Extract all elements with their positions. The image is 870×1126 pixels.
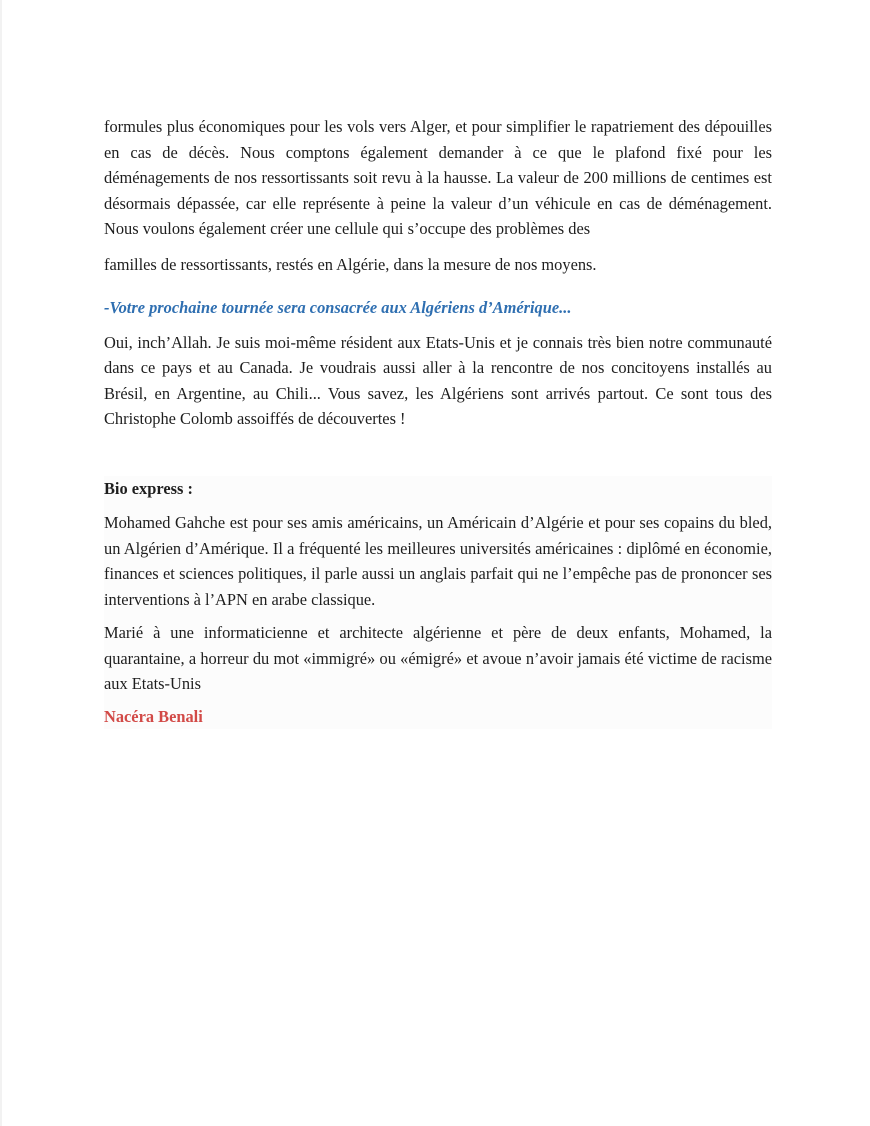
paragraph-1 <box>104 114 772 242</box>
bio-section <box>104 476 772 730</box>
bio-title: Bio express : <box>104 478 193 498</box>
bio-paragraph-2: Marié à une informaticienne et architecte algérienne et père de deux enfants, Mohamed, la quarantaine, a horreur du mot «immigré» ou «émigré» et avoue n’avoir jamais été victime de racisme aux Etats-Unis <box>104 623 772 693</box>
paragraph-1-line-2: dépouilles en cas de décès. Nous comptons également demander à ce que le plafond fixé pour les <box>104 117 772 162</box>
scan-edge <box>0 0 2 1126</box>
interview-answer: Oui, inch’Allah. Je suis moi-même résident aux Etats-Unis et je connais très bien notre communauté dans ce pays et au Canada. Je voudrais aussi aller à la rencontre de nos concitoyens installés au Brésil, en Argentine, au Chili... Vous savez, les Algériens sont arrivés partout. Ce sont tous des Christophe Colomb assoiffés de découvertes ! <box>104 332 772 428</box>
author-signature: Nacéra Benali <box>104 706 203 726</box>
paragraph-1-line-5: déménagement. Nous voulons également créer une cellule qui s’occupe des problèmes des <box>104 193 773 238</box>
paragraph-1-line-4: est désormais dépassée, car elle représente à peine la valeur d’un véhicule en cas de <box>104 168 772 213</box>
article-content <box>104 114 772 729</box>
paragraph-1-last-line: familles de ressortissants, restés en Algérie, dans la mesure de nos moyens. <box>104 254 597 274</box>
interview-question: -Votre prochaine tournée sera consacrée aux Algériens d’Amérique... <box>104 298 572 317</box>
bio-paragraph-1: Mohamed Gahche est pour ses amis américains, un Américain d’Algérie et pour ses copains du bled, un Algérien d’Amérique. Il a fréquenté les meilleures universités américaines : diplômé en économie, finances et sciences politiques, il parle aussi un anglais parfait qui ne l’empêche pas de prononcer ses interventions à l’APN en arabe classique. <box>104 513 772 609</box>
paragraph-1-line-1: formules plus économiques pour les vols vers Alger, et pour simplifier le rapatriement des <box>104 117 701 136</box>
paragraph-1-line-3: déménagements de nos ressortissants soit revu à la hausse. La valeur de 200 millions de centimes <box>104 168 750 187</box>
